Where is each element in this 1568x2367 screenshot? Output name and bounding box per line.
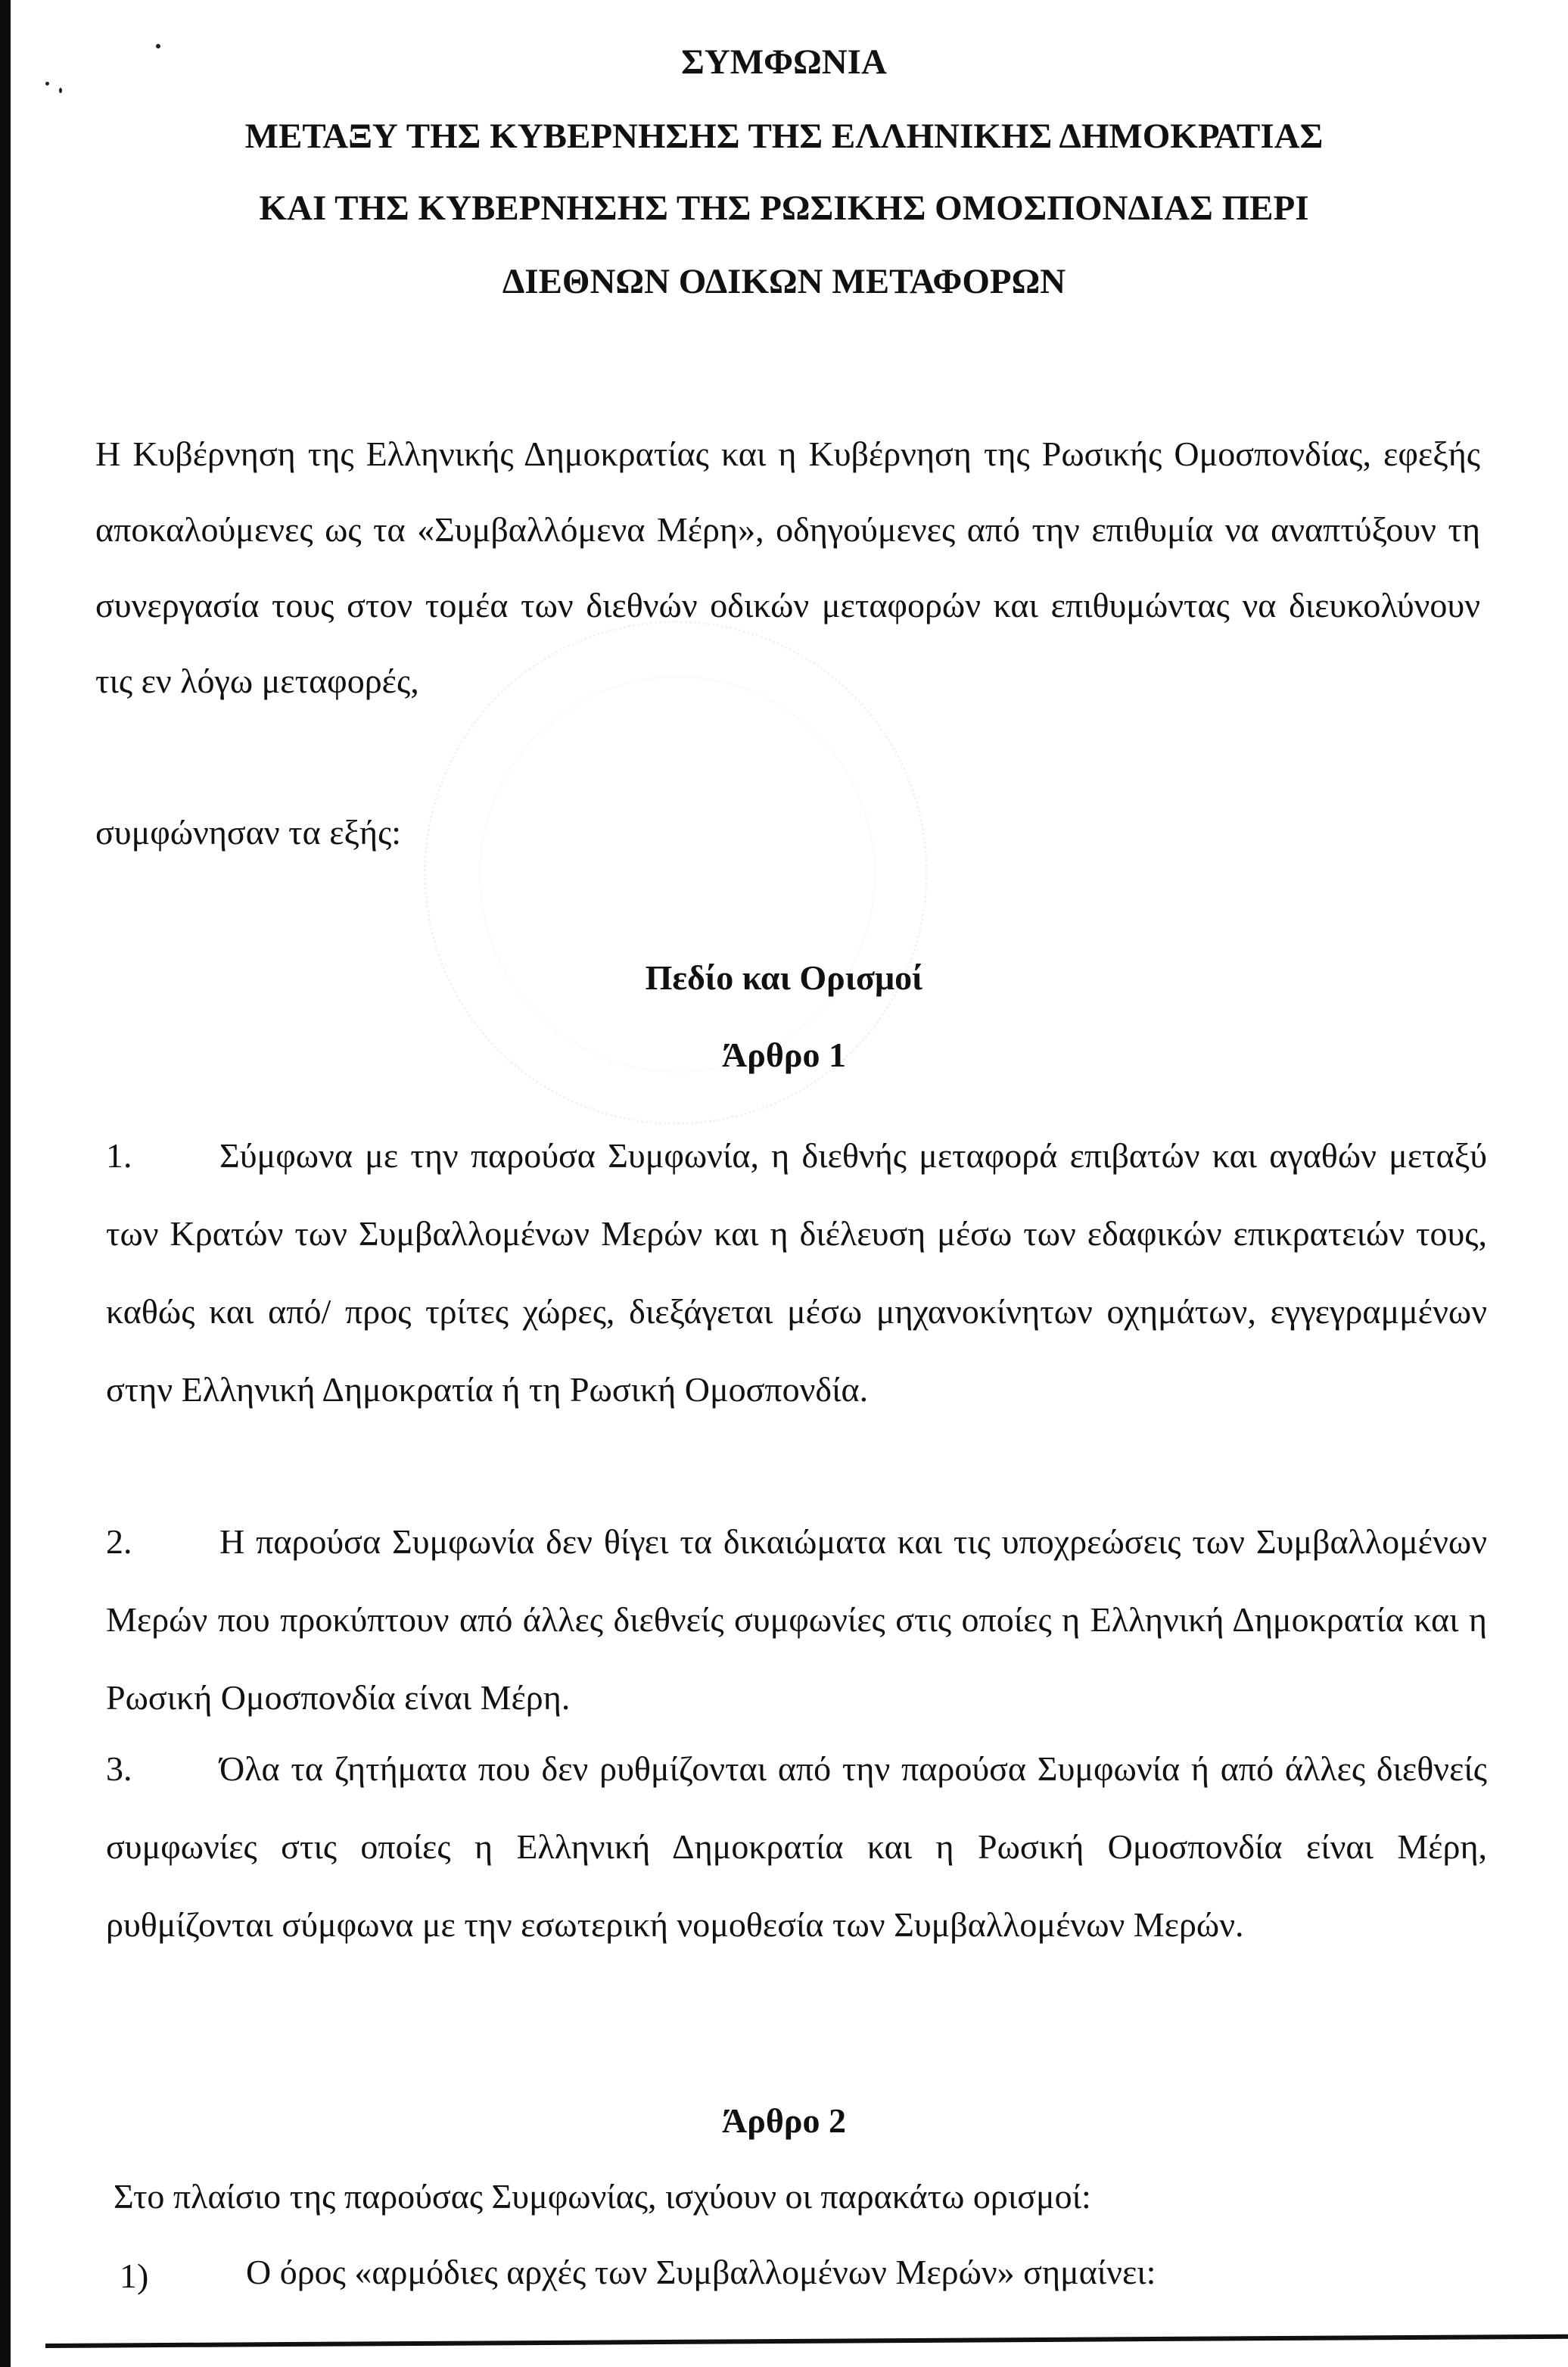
scan-left-edge bbox=[0, 0, 11, 2367]
item-text: Η παρούσα Συμφωνία δεν θίγει τα δικαιώματα και τις υποχρεώσεις των Συμβαλλομένων Μερών που προκύπτουν από άλλες διεθνείς συμφωνίες στις οποίες η Ελληνική Δημοκρατία και η Ρωσική Ομοσπονδία είναι Μέρη. bbox=[106, 1522, 1487, 1717]
item-number: 3. bbox=[106, 1749, 132, 1788]
title-line: ΜΕΤΑΞΥ ΤΗΣ ΚΥΒΕΡΝΗΣΗΣ ΤΗΣ ΕΛΛΗΝΙΚΗΣ ΔΗΜΟΚΡΑΤΙΑΣ bbox=[244, 117, 1324, 156]
scan-fleck bbox=[59, 88, 62, 93]
article-2-heading: Άρθρο 2 bbox=[722, 2101, 846, 2140]
item-text: Σύμφωνα με την παρούσα Συμφωνία, η διεθνής μεταφορά επιβατών και αγαθών μεταξύ των Κρατών των Συμβαλλομένων Μερών και η διέλευση μέσω των εδαφικών επικρατειών τους, καθώς και από/ προς τρίτες χώρες, διεξάγεται μέσω μηχανοκίνητων οχημάτων, εγγεγραμμένων στην Ελληνική Δημοκρατία ή τη Ρωσική Ομοσπονδία. bbox=[106, 1136, 1487, 1409]
title-line: ΣΥΜΦΩΝΙΑ bbox=[681, 42, 887, 82]
article-1-item bbox=[106, 1117, 1487, 1428]
item-number: 2. bbox=[106, 1522, 132, 1561]
article-1-item bbox=[106, 1503, 1487, 1736]
preamble-paragraph: Η Κυβέρνηση της Ελληνικής Δημοκρατίας και η Κυβέρνηση της Ρωσικής Ομοσπονδίας, εφεξής αποκαλούμενες ως τα «Συμβαλλόμενα Μέρη», οδηγούμενες από την επιθυμία να αναπτύξουν τη συνεργασία τους στον τομέα των διεθνών οδικών μεταφορών και επιθυμώντας να διευκολύνουν τις εν λόγω μεταφορές, bbox=[95, 434, 1480, 700]
agreed-line: συμφώνησαν τα εξής: bbox=[95, 813, 402, 852]
article-1-heading: Άρθρο 1 bbox=[722, 1036, 846, 1074]
article-2-intro: Στο πλαίσιο της παρούσας Συμφωνίας, ισχύουν οι παρακάτω ορισμοί: bbox=[114, 2177, 1091, 2216]
article-1-item bbox=[106, 1730, 1487, 1964]
definition-text: Ο όρος «αρμόδιες αρχές των Συμβαλλομένων Μερών» σημαίνει: bbox=[246, 2253, 1156, 2291]
title-line: ΔΙΕΘΝΩΝ ΟΔΙΚΩΝ ΜΕΤΑΦΟΡΩΝ bbox=[502, 262, 1066, 301]
scan-bottom-rule bbox=[45, 2334, 1568, 2348]
item-text: Όλα τα ζητήματα που δεν ρυθμίζονται από την παρούσα Συμφωνία ή από άλλες διεθνείς συμφωνίες στις οποίες η Ελληνική Δημοκρατία και η Ρωσική Ομοσπονδία είναι Μέρη, ρυθμίζονται σύμφωνα με την εσωτερική νομοθεσία των Συμβαλλομένων Μερών. bbox=[106, 1749, 1487, 1944]
title-line: ΚΑΙ ΤΗΣ ΚΥΒΕΡΝΗΣΗΣ ΤΗΣ ΡΩΣΙΚΗΣ ΟΜΟΣΠΟΝΔΙΑΣ ΠΕΡΙ bbox=[259, 188, 1309, 228]
section-heading: Πεδίο και Ορισμοί bbox=[645, 958, 923, 997]
item-number: 1. bbox=[106, 1136, 132, 1175]
definition-number: 1) bbox=[120, 2256, 149, 2295]
